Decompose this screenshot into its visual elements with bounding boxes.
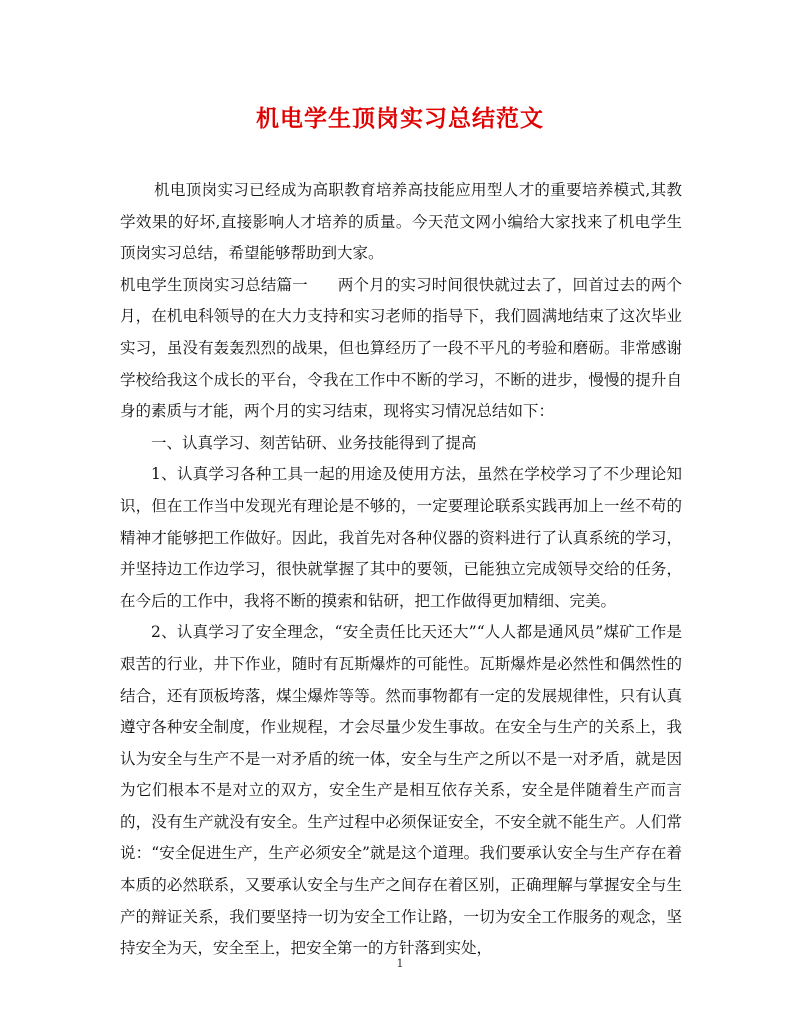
page-number: 1	[396, 957, 404, 970]
section-label: 机电学生顶岗实习总结篇一	[120, 275, 308, 294]
item-2-paragraph: 2、认真学习了安全理念，“安全责任比天还大”“人人都是通风员”煤矿工作是艰苦的行业，井下作业，随时有瓦斯爆炸的可能性。瓦斯爆炸是必然性和偶然性的结合，还有顶板垮落，煤尘爆炸等等。然而事物都有一定的发展规律性，只有认真遵守各种安全制度，作业规程，才会尽量少发生事故。在安全与生产的关系上，我认为安全与生产不是一对矛盾的统一体，安全与生产之所以不是一对矛盾，就是因为它们根本不是对立的双方，安全生产是相互依存关系，安全是伴随着生产而言的，没有生产就没有安全。生产过程中必须保证安全，不安全就不能生产。人们常说：“安全促进生产，生产必须安全”就是这个道理。我们要承认安全与生产存在着本质的必然联系，又要承认安全与生产之间存在着区别，正确理解与掌握安全与生产的辩证关系，我们要坚持一切为安全工作让路，一切为安全工作服务的观念，坚持安全为天，安全至上，把安全第一的方针落到实处，	[120, 623, 682, 958]
section-lead: 两个月的实习时间很快就过去了，回首过去的两个月，在机电科领导的在大力支持和实习老师的指导下，我们圆满地结束了这次毕业实习，虽没有轰轰烈烈的战果，但也算经历了一段不平凡的考验和磨砺。非常感谢学校给我这个成长的平台，令我在工作中不断的学习，不断的进步，慢慢的提升自身的素质与才能，两个月的实习结束，现将实习情况总结如下：	[120, 275, 682, 421]
section-heading: 一、认真学习、刻苦钻研、业务技能得到了提高	[151, 433, 477, 452]
document-body	[120, 175, 682, 965]
section-paragraph	[120, 270, 682, 428]
document-title: 机电学生顶岗实习总结范文	[256, 105, 544, 132]
intro-paragraph: 机电顶岗实习已经成为高职教育培养高技能应用型人才的重要培养模式,其教学效果的好坏,直接影响人才培养的质量。今天范文网小编给大家找来了机电学生顶岗实习总结，希望能够帮助到大家。	[120, 181, 682, 263]
item-1-paragraph: 1、认真学习各种工具一起的用途及使用方法，虽然在学校学习了不少理论知识，但在工作当中发现光有理论是不够的，一定要理论联系实践再加上一丝不苟的精神才能够把工作做好。因此，我首先对各种仪器的资料进行了认真系统的学习，并坚持边工作边学习，很快就掌握了其中的要领，已能独立完成领导交给的任务，在今后的工作中，我将不断的摸索和钻研，把工作做得更加精细、完美。	[120, 465, 682, 610]
